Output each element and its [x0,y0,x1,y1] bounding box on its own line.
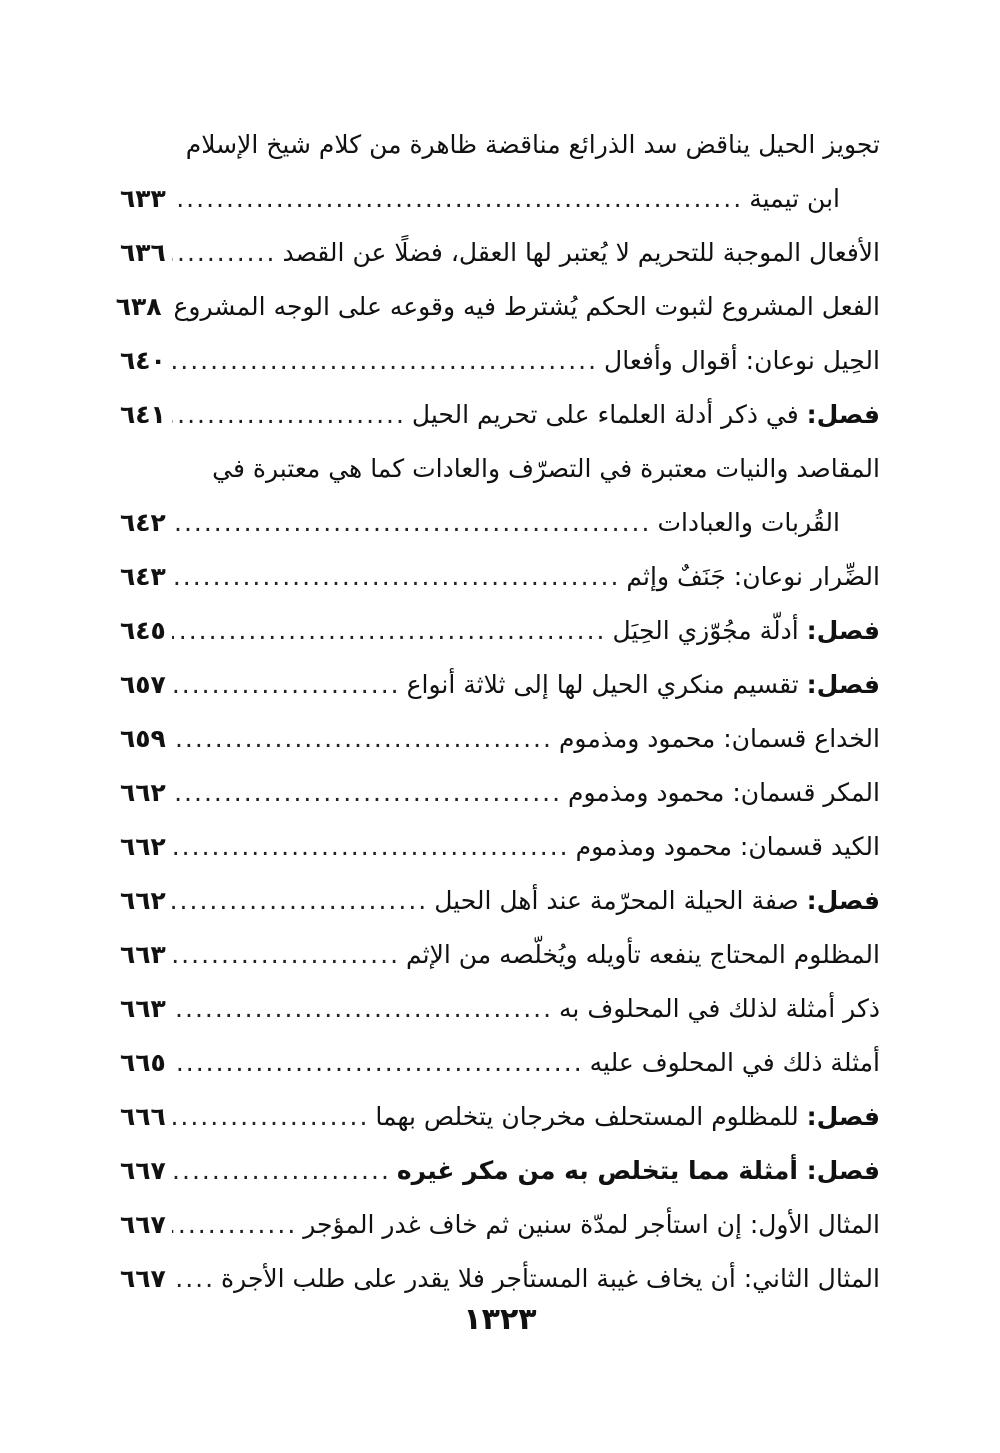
toc-entry-page: ٦٤٠ [120,346,166,375]
dot-leader [172,550,621,604]
toc-entry-title [434,874,880,928]
toc-entry [120,982,880,1036]
toc-entry-text: المكر قسمان: محمود ومذموم [568,778,880,807]
toc-entry-text: تقسيم منكري الحيل لها إلى ثلاثة أنواع [406,670,807,699]
toc-entry-title [174,280,880,334]
toc-entry [120,766,880,820]
dot-leader [172,766,562,820]
dot-leader [172,658,401,712]
toc-entry-page: ٦٦٧ [120,1210,166,1239]
toc-entry-title [576,820,880,874]
toc-entry [120,712,880,766]
dot-leader [172,820,570,874]
toc-entry-text: المثال الأول: إن استأجر لمدّة سنين ثم خاف غدر المؤجر [303,1210,880,1239]
toc-entry-page: ٦٦٦ [120,1102,166,1131]
toc-entry [120,604,880,658]
toc-entry [120,442,880,550]
toc-entry [120,1144,880,1198]
toc-entry-title [221,1252,880,1306]
toc-entry-text: الكيد قسمان: محمود ومذموم [575,832,880,861]
toc-entry [120,118,880,226]
toc-entry [120,1036,880,1090]
section-prefix: فصل: [806,616,880,645]
toc-entry [120,1090,880,1144]
toc-entry [120,550,880,604]
toc-entry [120,388,880,442]
toc-entry-title [375,1090,880,1144]
toc-entry-title [282,226,880,280]
toc-entry-title-line1: تجويز الحيل يناقض سد الذرائع مناقضة ظاهرة من كلام شيخ الإسلام [185,130,880,159]
dot-leader [172,334,598,388]
dot-leader [172,982,553,1036]
toc-entry-title [303,1198,880,1252]
toc-entry-page: ٦٦٧ [120,1264,166,1293]
toc-entry [120,928,880,982]
dot-leader [172,928,400,982]
toc-entry-text: في ذكر أدلة العلماء على تحريم الحيل [411,400,807,429]
toc-entry [120,334,880,388]
toc-entry-title [604,334,880,388]
toc-entry-text: الأفعال الموجبة للتحريم لا يُعتبر لها العقل، فضلًا عن القصد [282,238,880,267]
toc-entry-title [559,712,880,766]
toc-entry-page: ٦٣٣ [120,184,166,213]
toc-entry-title-line1: المقاصد والنيات معتبرة في التصرّف والعادات كما هي معتبرة في [212,454,880,483]
dot-leader [172,1090,370,1144]
toc-entry-title [590,1036,880,1090]
toc-entry-page: ٦٥٩ [120,724,166,753]
dot-leader [172,1252,215,1306]
dot-leader [172,1036,584,1090]
toc-entry-text: أمثلة مما يتخلص به من مكر غيره [396,1156,807,1185]
toc-entry-text: ذكر أمثلة لذلك في المحلوف به [559,994,880,1023]
toc-entry [115,280,880,334]
dot-leader [172,388,406,442]
page-number: ١٣٢٣ [463,1302,537,1337]
toc-entry [120,658,880,712]
toc-entry-page: ٦٤٣ [120,562,166,591]
dot-leader [172,604,607,658]
toc-entry-text: الضِّرار نوعان: جَنَفٌ وإثم [626,562,880,591]
section-prefix: فصل: [806,670,880,699]
toc-entry-text: للمظلوم المستحلف مخرجان يتخلص بهما [375,1102,807,1131]
toc-entry-title [559,982,880,1036]
toc-entry-page: ٦٦٧ [120,1156,166,1185]
toc-entry-page: ٦٤٢ [120,508,166,537]
toc-entry-page: ٦٦٣ [120,940,166,969]
dot-leader [172,874,428,928]
section-prefix: فصل: [806,1156,880,1185]
toc-entry-page: ٦٦٢ [120,886,166,915]
toc-entry-text: أمثلة ذلك في المحلوف عليه [589,1048,880,1077]
toc-entry [120,1198,880,1252]
dot-leader [172,1198,297,1252]
toc-entry-text: صفة الحيلة المحرّمة عند أهل الحيل [434,886,807,915]
section-prefix: فصل: [806,886,880,915]
toc-entry [120,1252,880,1306]
dot-leader [172,172,743,226]
toc-entry-page: ٦٤٥ [120,616,166,645]
dot-leader [172,1144,391,1198]
dot-leader [172,712,553,766]
toc-entry-page: ٦٣٨ [115,292,162,321]
toc-entry-title [412,388,880,442]
toc-entry-title-line2: القُربات والعبادات [657,508,840,537]
toc-entry-title [626,550,880,604]
dot-leader [172,496,652,550]
toc-entry-text: الفعل المشروع لثبوت الحكم يُشترط فيه وقوعه على الوجه المشروع [173,292,880,321]
toc-entry [120,874,880,928]
toc-entry-title [406,928,880,982]
toc-entry-page: ٦٤١ [120,400,166,429]
toc-entry-page: ٦٥٧ [120,670,166,699]
toc-entry-text: المظلوم المحتاج ينفعه تأويله ويُخلّصه من الإثم [406,940,880,969]
toc-entry-page: ٦٦٢ [120,832,166,861]
section-prefix: فصل: [806,1102,880,1131]
toc-entry-page: ٦٦٣ [120,994,166,1023]
toc-entry-title-line2: ابن تيمية [749,184,840,213]
toc-entry-title [397,1144,880,1198]
toc-entry-text: أدلّة مجُوّزي الحِيَل [612,616,807,645]
dot-leader [172,226,277,280]
toc-entry-title [612,604,880,658]
toc-entry [120,820,880,874]
section-prefix: فصل: [806,400,880,429]
table-of-contents [115,118,880,1306]
toc-entry-text: الحِيل نوعان: أقوال وأفعال [604,346,880,375]
toc-entry-text: الخداع قسمان: محمود ومذموم [558,724,880,753]
toc-entry-title [568,766,880,820]
toc-entry-text: المثال الثاني: أن يخاف غيبة المستأجر فلا يقدر على طلب الأجرة [221,1264,880,1293]
toc-entry-title [407,658,880,712]
toc-entry-page: ٦٦٢ [120,778,166,807]
toc-entry-page: ٦٦٥ [120,1048,166,1077]
toc-entry-page: ٦٣٦ [120,238,166,267]
toc-entry [120,226,880,280]
